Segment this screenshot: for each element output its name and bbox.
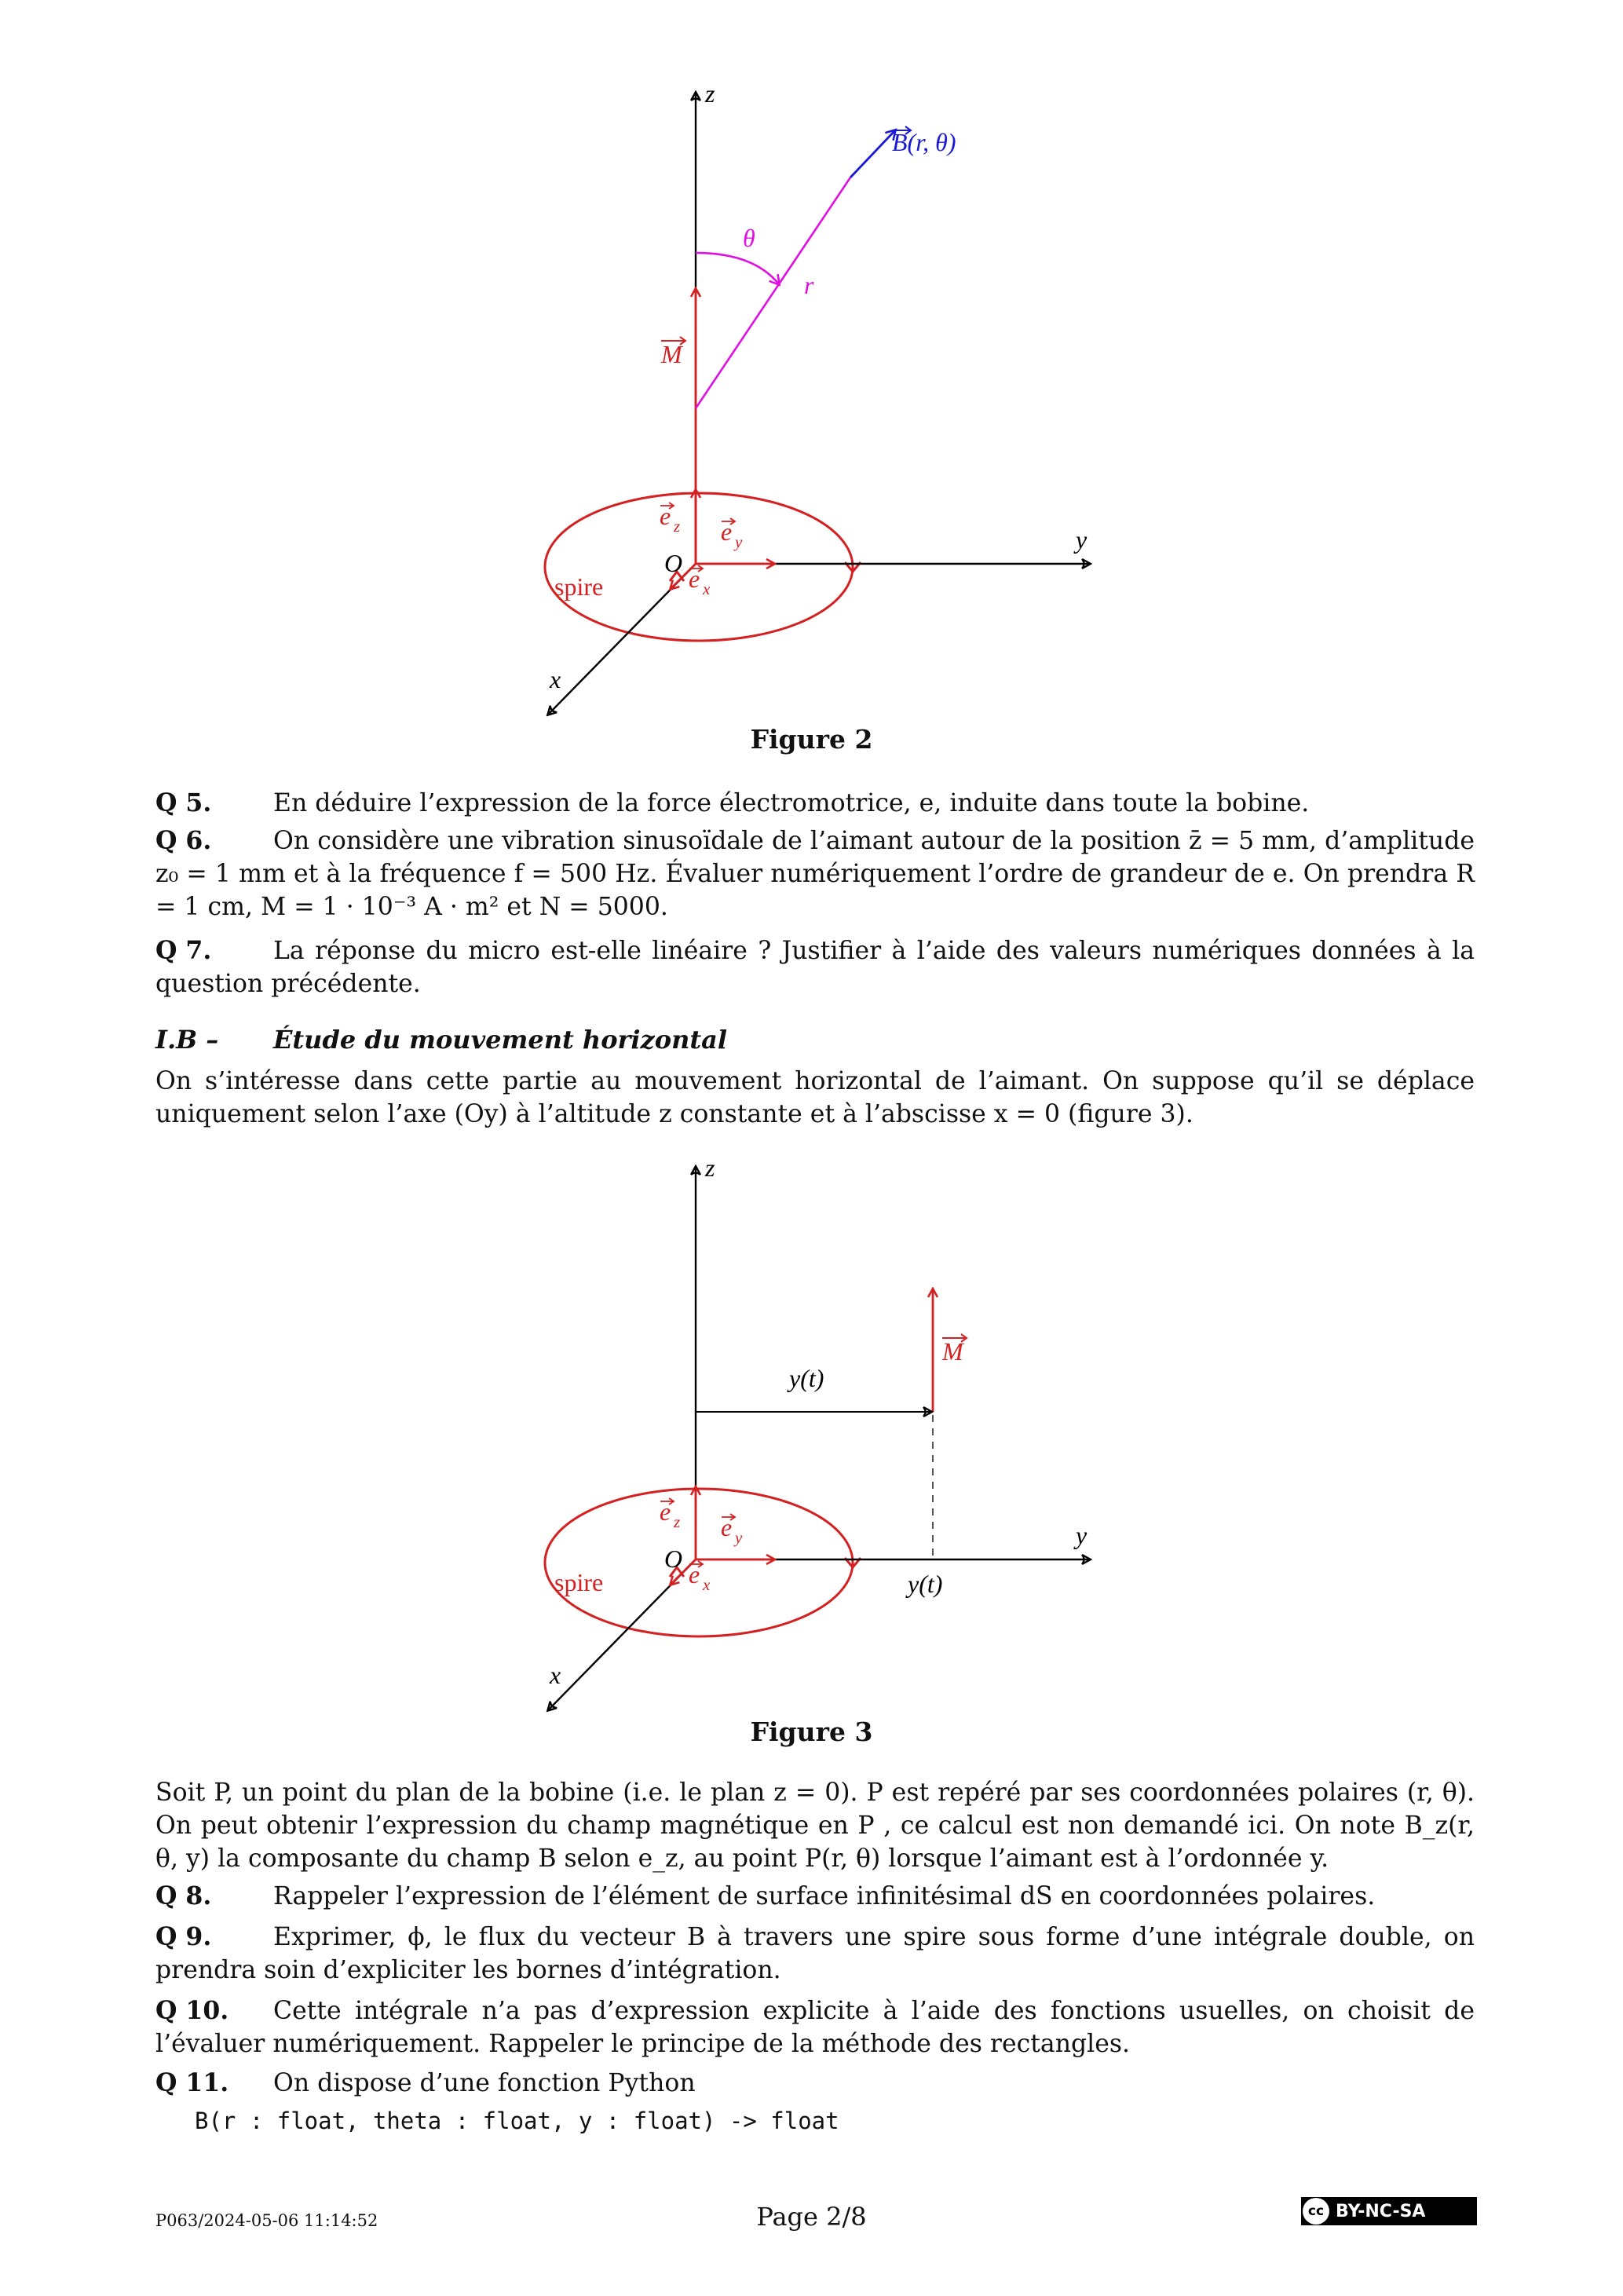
label-z: z <box>705 79 715 108</box>
r-line <box>696 177 850 408</box>
label-ex-sub: x <box>703 1575 711 1594</box>
q9-number: Q 9. <box>155 1922 212 1951</box>
label-M: M <box>942 1337 963 1366</box>
q11-text: On dispose d’une fonction Python <box>273 2069 696 2097</box>
question-9 <box>155 1921 1475 1987</box>
label-ey-sub: y <box>735 532 743 551</box>
q7-text: La réponse du micro est-elle linéaire ? Justifier à l’aide des valeurs numériques données à la question précédente. <box>155 937 1475 998</box>
question-5 <box>155 787 1475 820</box>
figure-2-caption: Figure 2 <box>750 724 873 755</box>
question-7 <box>155 934 1475 1000</box>
label-ey: e <box>721 517 733 546</box>
label-ey: e <box>721 1513 733 1541</box>
B-vector <box>850 130 895 177</box>
page-number: Page 2/8 <box>756 2202 867 2232</box>
license-badge <box>1301 2197 1477 2225</box>
figure-3 <box>0 1154 1623 1720</box>
cc-icon: cc <box>1303 2198 1329 2225</box>
paragraph-point-P: Soit P, un point du plan de la bobine (i.e. le plan z = 0). P est repéré par ses coordonnées polaires (r, θ). On peut obtenir l’expression du champ magnétique en P , ce calcul est non demandé ici. On note B_z(r, θ, y) la composante du champ B selon e_z, au point P(r, θ) lorsque l’aimant est à l’ordonnée y. <box>155 1779 1475 1873</box>
python-signature: B(r : float, theta : float, y : float) -> float <box>195 2108 839 2134</box>
figure-3-drawing <box>0 1154 1623 1720</box>
question-10 <box>155 1994 1475 2060</box>
label-yt-axis: y(t) <box>908 1570 943 1598</box>
section-heading <box>155 1025 727 1055</box>
q10-text: Cette intégrale n’a pas d’expression explicite à l’aide des fonctions usuelles, on choisit de l’évaluer numériquement. Rappeler le principe de la méthode des rectangles. <box>155 1997 1475 2058</box>
label-ey-sub: y <box>735 1528 743 1547</box>
q5-text: En déduire l’expression de la force électromotrice, e, induite dans toute la bobine. <box>273 789 1310 817</box>
q8-text: Rappeler l’expression de l’élément de surface infinitésimal dS en coordonnées polaires. <box>273 1882 1376 1910</box>
theta-arc <box>696 253 779 284</box>
section-number: I.B – <box>155 1025 219 1055</box>
label-x: x <box>550 665 561 693</box>
label-O: O <box>664 1545 683 1573</box>
question-8 <box>155 1880 1475 1913</box>
q11-number: Q 11. <box>155 2068 229 2097</box>
label-yt: y(t) <box>789 1364 824 1392</box>
label-theta: θ <box>743 224 755 252</box>
section-title: Étude du mouvement horizontal <box>273 1025 727 1055</box>
q6-number: Q 6. <box>155 826 212 855</box>
q6-text: On considère une vibration sinusoïdale de l’aimant autour de la position z̄ = 5 mm, d’amplitude z₀ = 1 mm et à la fréquence f = 500 Hz. Évaluer numériquement l’ordre de grandeur de e. On prendra R = 1 cm, M = 1 · 10⁻³ A · m² et N = 5000. <box>155 827 1475 921</box>
label-spire: spire <box>554 1568 604 1596</box>
label-ez: e <box>660 1497 671 1526</box>
q8-number: Q 8. <box>155 1881 212 1910</box>
label-y: y <box>1076 1521 1087 1549</box>
label-ex-sub: x <box>703 579 711 598</box>
label-r: r <box>804 271 814 299</box>
question-11 <box>155 2067 1475 2100</box>
figure-3-caption: Figure 3 <box>750 1717 873 1747</box>
label-O: O <box>664 549 683 577</box>
label-y: y <box>1076 525 1087 554</box>
label-ex: e <box>689 565 700 593</box>
q7-number: Q 7. <box>155 936 212 965</box>
label-z: z <box>705 1154 715 1182</box>
label-x: x <box>550 1661 561 1689</box>
footer-reference: P063/2024-05-06 11:14:52 <box>155 2211 378 2230</box>
label-ez: e <box>660 502 671 530</box>
label-spire: spire <box>554 572 604 601</box>
label-ex: e <box>689 1560 700 1589</box>
figure-2 <box>0 79 1623 722</box>
q10-number: Q 10. <box>155 1996 229 2025</box>
q9-text: Exprimer, ϕ, le flux du vecteur B à travers une spire sous forme d’une intégrale double, on prendra soin d’expliciter les bornes d’intégration. <box>155 1923 1475 1984</box>
section-intro: On s’intéresse dans cette partie au mouvement horizontal de l’aimant. On suppose qu’il se déplace uniquement selon l’axe (Oy) à l’altitude z constante et à l’abscisse x = 0 (figure 3). <box>155 1067 1475 1128</box>
question-6 <box>155 824 1475 923</box>
label-ez-sub: z <box>674 517 681 536</box>
q5-number: Q 5. <box>155 788 212 817</box>
license-text: BY-NC-SA <box>1336 2201 1426 2221</box>
label-B: B(r, θ) <box>892 128 956 156</box>
label-M: M <box>661 340 682 368</box>
label-ez-sub: z <box>674 1512 681 1531</box>
figure-2-drawing <box>0 79 1623 722</box>
